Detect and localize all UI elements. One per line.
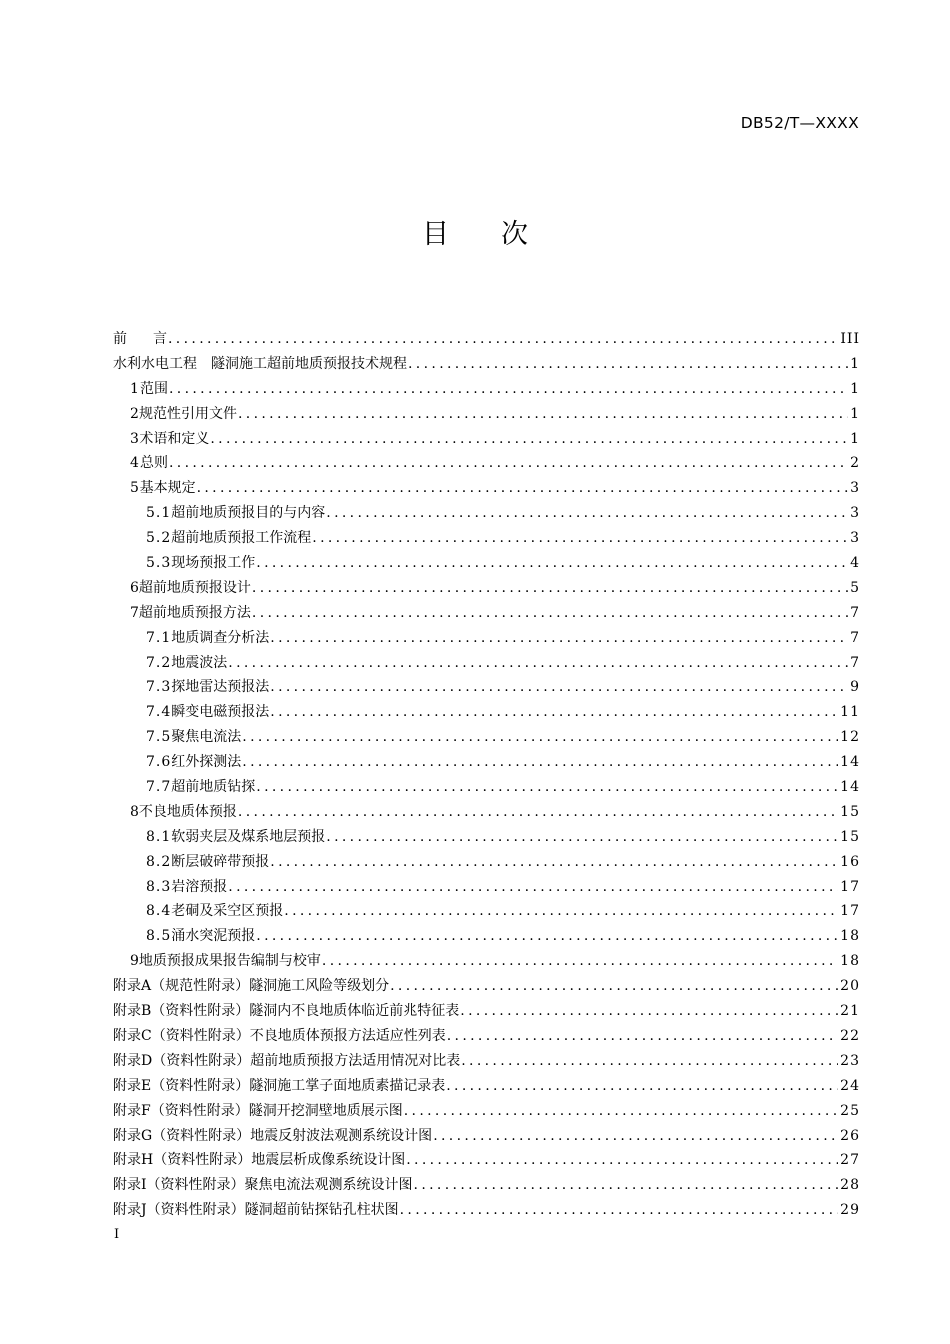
dot-leader <box>447 1024 838 1049</box>
toc-entry-number: 8.1 <box>146 828 172 845</box>
toc-entry-page: 29 <box>840 1202 860 1219</box>
toc-entry-page: 18 <box>840 953 860 970</box>
toc-entry-number: 8.3 <box>146 878 172 895</box>
toc-entry[interactable] <box>113 974 860 999</box>
toc-entry-text: 附录B（资料性附录）隧洞内不良地质体临近前兆特征表 <box>113 1003 460 1020</box>
dot-leader <box>252 576 848 601</box>
toc-entry-text: 红外探测法 <box>171 754 242 771</box>
dot-leader <box>197 476 849 501</box>
toc-entry[interactable] <box>113 501 860 526</box>
toc-entry-page: 20 <box>840 978 860 995</box>
toc-entry[interactable] <box>113 949 860 974</box>
toc-entry-page: 22 <box>840 1027 860 1044</box>
toc-entry-text: 不良地质体预报 <box>138 803 237 820</box>
dot-leader <box>408 352 848 377</box>
toc-entry-page: 14 <box>840 754 860 771</box>
toc-entry[interactable] <box>113 576 860 601</box>
toc-entry-page: 9 <box>850 679 860 696</box>
toc-entry-text: 规范性引用文件 <box>138 405 237 422</box>
foreword-label-part-1: 前 <box>113 331 127 347</box>
toc-entry-page: 14 <box>840 779 860 796</box>
toc-entry[interactable] <box>113 1099 860 1124</box>
toc-entry[interactable] <box>113 451 860 476</box>
dot-leader <box>169 377 848 402</box>
toc-entry-number: 8 <box>130 803 139 820</box>
toc-entry-page: 1 <box>850 405 860 422</box>
dot-leader <box>460 999 838 1024</box>
toc-entry[interactable] <box>113 725 860 750</box>
toc-entry-text: 软弱夹层及煤系地层预报 <box>171 828 326 845</box>
toc-entry-text: 老硐及采空区预报 <box>171 903 284 920</box>
toc-entry-text <box>113 327 167 352</box>
toc-entry-text: 瞬变电磁预报法 <box>171 704 270 721</box>
dot-leader <box>168 327 838 352</box>
toc-entry-text: 附录F（资料性附录）隧洞开挖洞壁地质展示图 <box>113 1102 403 1119</box>
toc-entry[interactable] <box>113 651 860 676</box>
toc-entry-number: 5.1 <box>146 505 172 522</box>
toc-entry-page: 26 <box>840 1127 860 1144</box>
dot-leader <box>312 526 848 551</box>
toc-entry-page: 25 <box>840 1102 860 1119</box>
toc-entry-text: 超前地质钻探 <box>171 779 256 796</box>
toc-entry[interactable] <box>113 1074 860 1099</box>
toc-entry-text: 水利水电工程 隧洞施工超前地质预报技术规程 <box>113 355 407 372</box>
toc-entry-page: 28 <box>840 1177 860 1194</box>
toc-entry-number: 7.5 <box>146 729 172 746</box>
page-title <box>0 212 950 251</box>
dot-leader <box>228 875 838 900</box>
toc-entry-text: 涌水突泥预报 <box>171 928 256 945</box>
dot-leader <box>228 651 848 676</box>
document-code: DB52/T—XXXX <box>740 114 859 132</box>
toc-entry-page: 7 <box>850 629 860 646</box>
dot-leader <box>390 974 838 999</box>
toc-entry-number: 7 <box>130 604 139 621</box>
dot-leader <box>242 750 838 775</box>
toc-entry-number: 4 <box>130 455 139 472</box>
toc-entry-text: 现场预报工作 <box>171 555 256 572</box>
toc-entry-page: 21 <box>840 1003 860 1020</box>
toc-entry-number: 5.2 <box>146 530 172 547</box>
toc-entry-page: 12 <box>840 729 860 746</box>
toc-entry-number: 7.2 <box>146 654 172 671</box>
toc-entry-text: 附录H（资料性附录）地震层析成像系统设计图 <box>113 1152 406 1169</box>
toc-entry-page: 7 <box>850 604 860 621</box>
toc-entry[interactable] <box>113 377 860 402</box>
toc-entry-page: 7 <box>850 654 860 671</box>
dot-leader <box>169 451 848 476</box>
toc-entry-page: 3 <box>850 530 860 547</box>
dot-leader <box>414 1173 839 1198</box>
toc-entry[interactable] <box>113 899 860 924</box>
toc-entry[interactable] <box>113 675 860 700</box>
toc-entry-text: 范围 <box>139 380 168 397</box>
toc-entry-number: 7.7 <box>146 779 172 796</box>
title-part-2: 次 <box>501 219 528 250</box>
toc-entry-number: 1 <box>130 380 139 397</box>
toc-entry-page: 18 <box>840 928 860 945</box>
toc-entry[interactable] <box>113 626 860 651</box>
dot-leader <box>326 501 848 526</box>
dot-leader <box>433 1124 838 1149</box>
toc-entry-page: 16 <box>840 853 860 870</box>
toc-entry-page: 1 <box>850 355 860 372</box>
toc-entry-number: 7.6 <box>146 754 172 771</box>
toc-entry-page: 23 <box>840 1052 860 1069</box>
toc-entry[interactable] <box>113 1198 860 1223</box>
toc-entry-number: 6 <box>130 579 139 596</box>
dot-leader <box>270 675 848 700</box>
dot-leader <box>326 825 838 850</box>
toc-entry[interactable] <box>113 999 860 1024</box>
toc-entry[interactable] <box>113 1049 860 1074</box>
toc-entry-text: 超前地质预报目的与内容 <box>171 505 326 522</box>
dot-leader <box>252 601 848 626</box>
toc-entry-text: 聚焦电流法 <box>171 729 242 746</box>
toc-entry[interactable] <box>113 875 860 900</box>
toc-entry[interactable] <box>113 551 860 576</box>
toc-entry[interactable] <box>113 1173 860 1198</box>
dot-leader <box>461 1049 838 1074</box>
toc-entry[interactable] <box>113 427 860 452</box>
toc-entry-number: 5.3 <box>146 555 172 572</box>
toc-entry[interactable] <box>113 1124 860 1149</box>
foreword-label-part-2: 言 <box>153 331 167 347</box>
toc-entry-page: 3 <box>850 505 860 522</box>
dot-leader <box>242 725 838 750</box>
toc-entry-page: 5 <box>850 579 860 596</box>
toc-entry-number: 7.4 <box>146 704 172 721</box>
toc-entry-number: 7.3 <box>146 679 172 696</box>
toc-entry-text: 附录C（资料性附录）不良地质体预报方法适应性列表 <box>113 1027 446 1044</box>
dot-leader <box>238 800 838 825</box>
toc-entry[interactable] <box>113 850 860 875</box>
toc-entry-number: 9 <box>130 953 139 970</box>
toc-entry-text: 附录J（资料性附录）隧洞超前钻探钻孔柱状图 <box>113 1202 399 1219</box>
toc-entry-text: 岩溶预报 <box>171 878 228 895</box>
toc-entry-page: 1 <box>850 380 860 397</box>
toc-entry[interactable] <box>113 526 860 551</box>
toc-entry[interactable] <box>113 775 860 800</box>
toc-entry[interactable] <box>113 924 860 949</box>
toc-entry-text: 断层破碎带预报 <box>171 853 270 870</box>
dot-leader <box>404 1099 838 1124</box>
toc-entry-text: 附录A（规范性附录）隧洞施工风险等级划分 <box>113 978 390 995</box>
toc-entry-text: 探地雷达预报法 <box>171 679 270 696</box>
toc-entry[interactable] <box>113 825 860 850</box>
page-number: I <box>114 1227 120 1242</box>
toc-entry-foreword[interactable] <box>113 327 860 352</box>
toc-entry-number: 2 <box>130 405 139 422</box>
dot-leader <box>270 700 838 725</box>
toc-entry[interactable] <box>113 700 860 725</box>
toc-entry-text: 基本规定 <box>139 480 196 497</box>
toc-entry-page: 3 <box>850 480 860 497</box>
toc-entry-text: 总则 <box>139 455 168 472</box>
toc-entry-page: 4 <box>850 555 860 572</box>
toc-entry-page: 2 <box>850 455 860 472</box>
dot-leader <box>210 427 848 452</box>
toc-entry-page: 24 <box>840 1077 860 1094</box>
toc-entry-page: 15 <box>840 803 860 820</box>
toc-entry[interactable] <box>113 800 860 825</box>
toc-entry-text: 附录E（资料性附录）隧洞施工掌子面地质素描记录表 <box>113 1077 446 1094</box>
toc-entry-text: 附录D（资料性附录）超前地质预报方法适用情况对比表 <box>113 1052 461 1069</box>
toc-entry-page: III <box>840 331 860 347</box>
dot-leader <box>238 402 848 427</box>
toc-entry-text: 附录I（资料性附录）聚焦电流法观测系统设计图 <box>113 1177 413 1194</box>
dot-leader <box>256 924 838 949</box>
toc-entry[interactable] <box>113 476 860 501</box>
toc-entry-number: 8.4 <box>146 903 172 920</box>
toc-entry-number: 8.5 <box>146 928 172 945</box>
toc-entry-text: 术语和定义 <box>139 430 210 447</box>
toc-entry-text: 地震波法 <box>171 654 228 671</box>
toc-entry-number: 3 <box>130 430 139 447</box>
toc-entry-number: 5 <box>130 480 139 497</box>
toc-entry[interactable] <box>113 601 860 626</box>
toc-entry[interactable] <box>113 1024 860 1049</box>
title-part-1: 目 <box>422 219 449 250</box>
toc-entry-page: 11 <box>840 704 860 721</box>
toc-entry-page: 17 <box>840 878 860 895</box>
toc-entry-text: 超前地质预报工作流程 <box>171 530 312 547</box>
dot-leader <box>270 850 838 875</box>
dot-leader <box>406 1148 838 1173</box>
toc-entry-text: 超前地质预报设计 <box>138 579 251 596</box>
dot-leader <box>446 1074 838 1099</box>
toc-entry-text: 附录G（资料性附录）地震反射波法观测系统设计图 <box>113 1127 433 1144</box>
toc-entry[interactable] <box>113 1148 860 1173</box>
table-of-contents <box>113 327 860 1223</box>
dot-leader <box>270 626 848 651</box>
dot-leader <box>284 899 838 924</box>
toc-entry-text: 超前地质预报方法 <box>138 604 251 621</box>
toc-entry-number: 8.2 <box>146 853 172 870</box>
dot-leader <box>400 1198 839 1223</box>
dot-leader <box>256 775 838 800</box>
toc-entry[interactable] <box>113 352 860 377</box>
toc-entry-page: 15 <box>840 828 860 845</box>
toc-entry[interactable] <box>113 750 860 775</box>
toc-entry-page: 17 <box>840 903 860 920</box>
toc-entry[interactable] <box>113 402 860 427</box>
toc-entry-text: 地质预报成果报告编制与校审 <box>138 953 321 970</box>
toc-entry-number: 7.1 <box>146 629 172 646</box>
dot-leader <box>322 949 838 974</box>
dot-leader <box>256 551 848 576</box>
toc-entry-page: 1 <box>850 430 860 447</box>
toc-entry-text: 地质调查分析法 <box>171 629 270 646</box>
toc-entry-page: 27 <box>840 1152 860 1169</box>
